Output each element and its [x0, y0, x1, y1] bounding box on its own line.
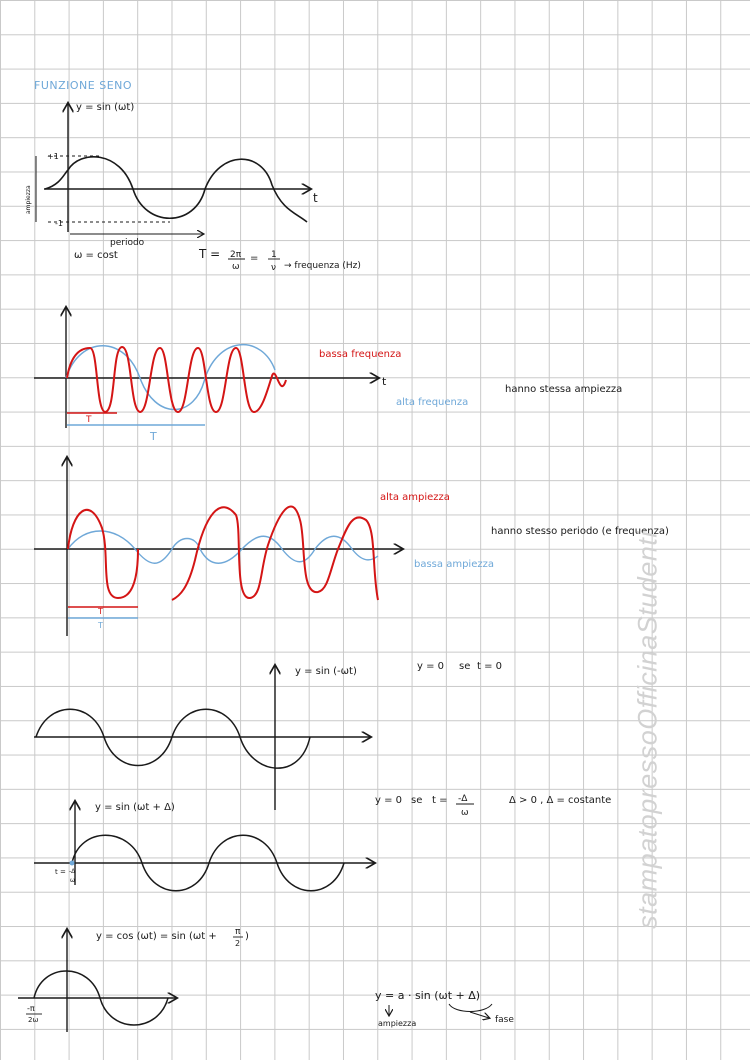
watermark: stampatopressoOfficinaStudenti	[632, 531, 663, 929]
g2-t-label: t	[382, 375, 387, 388]
g1-minus-one: -1	[55, 219, 63, 228]
g6-amp-label: ampiezza	[378, 1019, 417, 1028]
g4-note-y: y = 0	[417, 661, 445, 672]
g1-frequency: → frequenza (Hz)	[284, 261, 361, 271]
g4-y-label: y = sin (-ωt)	[295, 666, 357, 677]
g2-low-freq-label: bassa frequenza	[319, 349, 402, 360]
g2-small-T: T	[86, 415, 92, 425]
g5-t-num: -Δ	[69, 868, 76, 875]
g6-phase-label: fase	[495, 1015, 514, 1025]
graph-amplitude	[34, 458, 669, 636]
g3-blue-T: T	[98, 621, 103, 630]
g5-shift-point	[70, 861, 75, 866]
g3-high-amp-label: alta ampiezza	[380, 492, 450, 503]
g1-y-label: y = sin (ωt)	[76, 102, 135, 113]
g5-note-se: se	[411, 795, 423, 806]
g1-nu: ν	[271, 263, 277, 273]
g5-y-label: y = sin (ωt + Δ)	[95, 802, 175, 813]
g6-close: )	[245, 931, 249, 942]
g6-pi-den: 2	[235, 939, 241, 948]
g5-note-num: -Δ	[458, 794, 468, 804]
g1-equals: =	[250, 253, 259, 264]
g1-omega-label: ω = cost	[74, 250, 118, 261]
g5-note-den: ω	[461, 808, 469, 818]
g6-y-label: y = cos (ωt) = sin (ωt +	[96, 931, 217, 942]
g1-one: 1	[271, 250, 277, 260]
g1-t-label: t	[313, 191, 318, 205]
g1-T-eq: T =	[199, 247, 221, 261]
g2-red-curve	[67, 347, 286, 412]
section-heading: FUNZIONE SENO	[34, 79, 133, 92]
g5-note-y: y = 0	[375, 795, 403, 806]
g6-x-num: -π	[27, 1004, 35, 1013]
g6-x-den: 2ω	[28, 1016, 39, 1024]
g3-blue-curve	[68, 531, 378, 563]
g3-note: hanno stesso periodo (e frequenza)	[491, 526, 669, 537]
g2-note: hanno stessa ampiezza	[505, 384, 623, 395]
g5-note-t: t =	[432, 795, 448, 806]
g6-phase-arrow	[470, 1012, 489, 1018]
g2-big-T: T	[150, 430, 157, 443]
g6-pi-num: π	[235, 927, 241, 937]
g3-red-curve	[68, 506, 378, 600]
graph-negative-sine	[34, 661, 502, 810]
g4-note-se: se	[459, 661, 471, 672]
g5-t-den: ω	[70, 877, 76, 884]
g6-phase-brace	[449, 1004, 492, 1012]
g1-plus-one: +1	[47, 152, 59, 161]
g3-red-T: T	[98, 607, 103, 616]
g2-high-freq-label: alta frequenza	[396, 397, 469, 408]
g1-period-label: periodo	[110, 238, 145, 248]
g5-t-label: t =	[55, 868, 66, 876]
graph-phase-shift	[34, 794, 611, 891]
graph-cosine	[18, 927, 514, 1032]
g5-note-cond: Δ > 0 , Δ = costante	[509, 795, 612, 806]
graph-basic-sine	[25, 102, 361, 273]
g1-two-pi: 2π	[230, 250, 242, 260]
g1-omega-den: ω	[232, 262, 240, 272]
g6-formula: y = a · sin (ωt + Δ)	[375, 989, 481, 1002]
g3-low-amp-label: bassa ampiezza	[414, 559, 494, 570]
g4-curve	[36, 709, 310, 768]
graph-frequency	[34, 308, 622, 443]
g4-note-t: t = 0	[477, 661, 503, 672]
g1-amplitude-label: ampiezza	[25, 185, 32, 214]
